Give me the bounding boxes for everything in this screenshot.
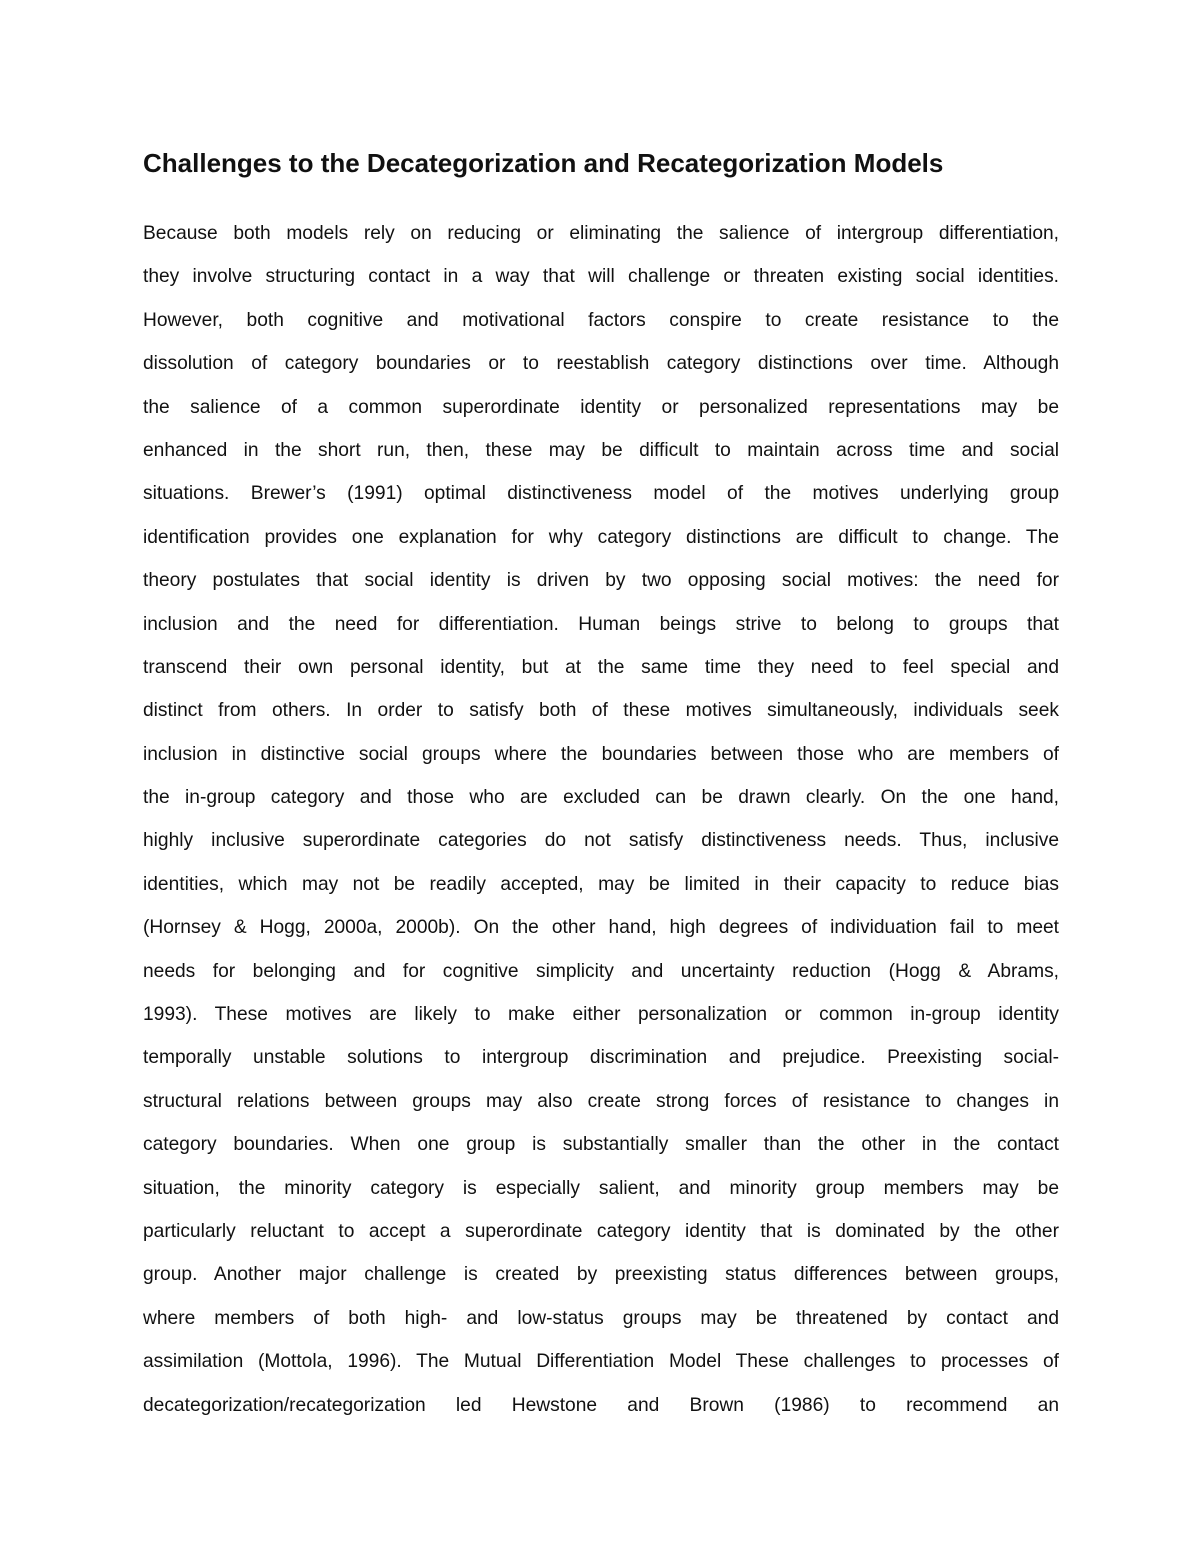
text-line: dissolution of category boundaries or to reestablish category distinctions over time. Although bbox=[143, 353, 1059, 375]
text-line: Because both models rely on reducing or eliminating the salience of intergroup differentiation, bbox=[143, 223, 1059, 244]
text-line: the in-group category and those who are excluded can be drawn clearly. On the one hand, bbox=[143, 787, 1059, 809]
text-line: group. Another major challenge is created by preexisting status differences between groups, bbox=[143, 1264, 1059, 1286]
text-line: highly inclusive superordinate categories do not satisfy distinctiveness needs. Thus, inclusive bbox=[143, 830, 1059, 852]
text-line: they involve structuring contact in a way that will challenge or threaten existing social identities. bbox=[143, 266, 1059, 288]
text-line: particularly reluctant to accept a superordinate category identity that is dominated by the other bbox=[143, 1220, 1059, 1242]
text-line: structural relations between groups may also create strong forces of resistance to changes in bbox=[143, 1090, 1059, 1112]
text-line: inclusion in distinctive social groups where the boundaries between those who are members of bbox=[143, 743, 1059, 765]
text-line: needs for belonging and for cognitive simplicity and uncertainty reduction (Hogg & Abrams, bbox=[143, 960, 1059, 982]
text-line: temporally unstable solutions to intergroup discrimination and prejudice. Preexisting social- bbox=[143, 1047, 1059, 1069]
text-line: situation, the minority category is especially salient, and minority group members may be bbox=[143, 1177, 1059, 1199]
text-line: (Hornsey & Hogg, 2000a, 2000b). On the other hand, high degrees of individuation fail to meet bbox=[143, 917, 1059, 939]
text-line: assimilation (Mottola, 1996). The Mutual Differentiation Model These challenges to processes of bbox=[143, 1351, 1059, 1373]
text-line: the salience of a common superordinate identity or personalized representations may be bbox=[143, 396, 1059, 418]
text-line: transcend their own personal identity, but at the same time they need to feel special and bbox=[143, 656, 1059, 678]
text-line: distinct from others. In order to satisfy both of these motives simultaneously, individuals seek bbox=[143, 700, 1059, 722]
text-line: However, both cognitive and motivational factors conspire to create resistance to the bbox=[143, 309, 1059, 331]
text-line: where members of both high- and low-status groups may be threatened by contact and bbox=[143, 1307, 1059, 1329]
text-line: identification provides one explanation for why category distinctions are difficult to change. The bbox=[143, 526, 1059, 548]
text-line: situations. Brewer’s (1991) optimal distinctiveness model of the motives underlying group bbox=[143, 483, 1059, 505]
text-line: inclusion and the need for differentiation. Human beings strive to belong to groups that bbox=[143, 613, 1059, 635]
document-heading: Challenges to the Decategorization and Recategorization Models bbox=[143, 148, 944, 178]
text-line: identities, which may not be readily accepted, may be limited in their capacity to reduce bias bbox=[143, 873, 1059, 895]
text-line: category boundaries. When one group is substantially smaller than the other in the contact bbox=[143, 1134, 1059, 1156]
text-line: 1993). These motives are likely to make either personalization or common in-group identity bbox=[143, 1004, 1059, 1026]
text-line: theory postulates that social identity is driven by two opposing social motives: the need for bbox=[143, 570, 1059, 592]
text-line: decategorization/recategorization led Hewstone and Brown (1986) to recommend an bbox=[143, 1394, 1059, 1416]
text-line: enhanced in the short run, then, these may be difficult to maintain across time and social bbox=[143, 439, 1059, 461]
body-paragraph bbox=[143, 212, 1059, 1427]
